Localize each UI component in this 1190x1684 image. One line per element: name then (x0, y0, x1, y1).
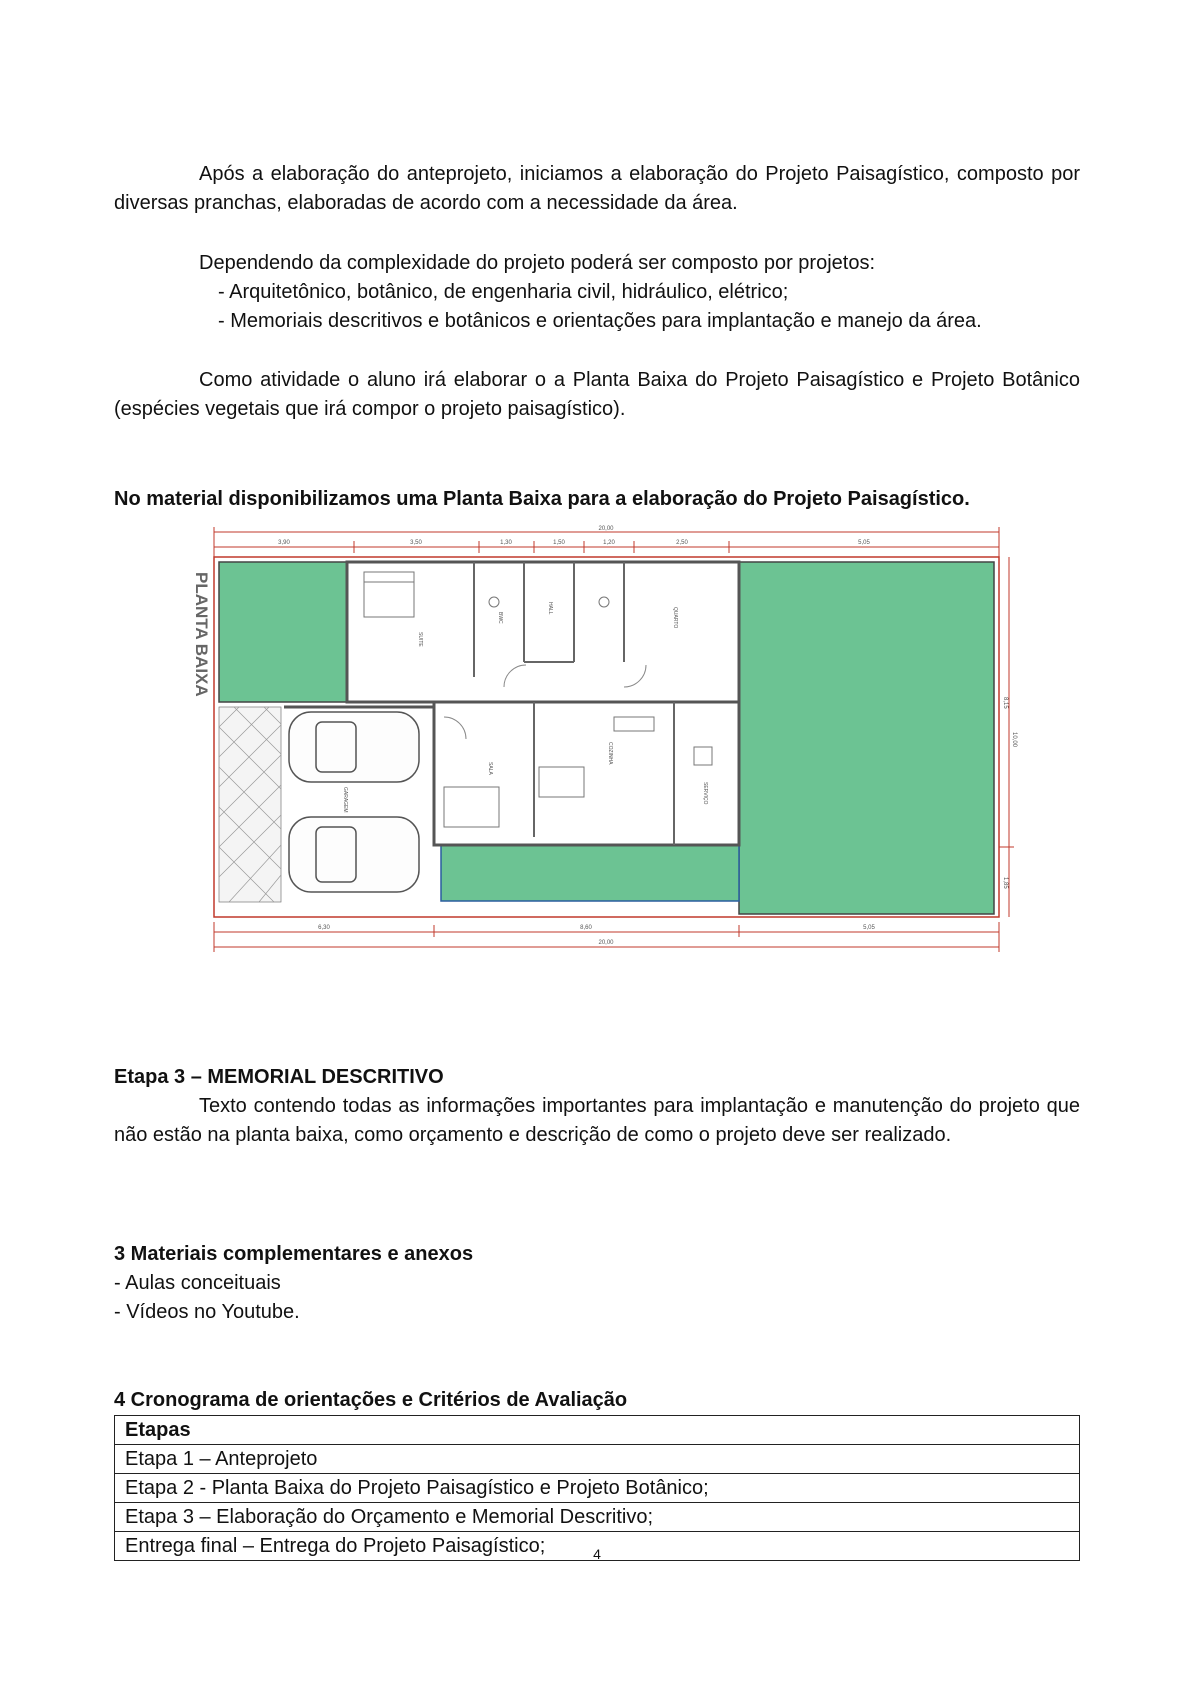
list-item: - Memoriais descritivos e botânicos e orientações para implantação e manejo da área. (218, 310, 982, 332)
room-label: BWC (497, 612, 503, 624)
project-types-list (218, 278, 1080, 336)
house-walls (284, 562, 739, 845)
garden-right (739, 562, 994, 914)
dim-bottom-total: 20,00 (598, 940, 614, 946)
dim-top-7: 5,05 (858, 540, 870, 546)
list-item: - Arquitetônico, botânico, de engenharia civil, hidráulico, elétrico; (218, 281, 789, 303)
list-item: - Aulas conceituais (114, 1272, 281, 1294)
dim-right-2: 1,85 (1002, 877, 1008, 889)
etapa3-heading: Etapa 3 – MEMORIAL DESCRITIVO (114, 1066, 444, 1088)
room-label: HALL (547, 602, 553, 615)
table-row (115, 1474, 1080, 1503)
table-cell: Etapa 1 – Anteprojeto (115, 1445, 1080, 1474)
floor-plan-title: PLANTA BAIXA (192, 572, 211, 697)
table-row (115, 1503, 1080, 1532)
complexity-paragraph: Dependendo da complexidade do projeto poderá ser composto por projetos: (199, 252, 875, 274)
dim-top-5: 1,20 (603, 540, 615, 546)
parked-cars (289, 712, 419, 892)
dim-top-1: 3,90 (278, 540, 290, 546)
material-note: No material disponibilizamos uma Planta Baixa para a elaboração do Projeto Paisagístico. (114, 488, 970, 510)
bottom-dimension-lines (214, 922, 999, 952)
dim-top-4: 1,50 (553, 540, 565, 546)
garden-top-left (219, 562, 347, 702)
dim-bottom-2: 8,60 (580, 925, 592, 931)
section3-heading: 3 Materiais complementares e anexos (114, 1243, 474, 1265)
page-number: 4 (593, 1546, 601, 1562)
room-label: COZINHA (607, 742, 613, 765)
table-row (115, 1445, 1080, 1474)
room-label: SUITE (417, 632, 423, 647)
dim-top-2: 3,50 (410, 540, 422, 546)
dim-bottom-1: 6,30 (318, 925, 330, 931)
materials-list (114, 1269, 300, 1327)
dim-right-1: 8,15 (1002, 697, 1008, 709)
table-cell: Entrega final – Entrega do Projeto Paisagístico; (115, 1532, 1080, 1561)
dim-right-total: 10,00 (1011, 732, 1017, 748)
table-header-row (115, 1416, 1080, 1445)
floor-plan-drawing (192, 526, 1017, 962)
furniture (364, 572, 712, 827)
table-cell: Etapa 2 - Planta Baixa do Projeto Paisagístico e Projeto Botânico; (115, 1474, 1080, 1503)
etapa3-description: Texto contendo todas as informações importantes para implantação e manutenção do projeto que não estão na planta baixa, como orçamento e descrição de como o projeto deve ser realizado. (114, 1095, 1080, 1146)
dim-top-6: 2,50 (676, 540, 688, 546)
table-cell: Etapa 3 – Elaboração do Orçamento e Memorial Descritivo; (115, 1503, 1080, 1532)
dim-top-total: 20,00 (598, 526, 614, 532)
paving-strip (219, 707, 281, 902)
room-label: GARAGEM (342, 787, 348, 813)
dim-bottom-3: 5,05 (863, 925, 875, 931)
garden-bottom (441, 845, 739, 901)
room-label: QUARTO (672, 607, 678, 629)
section4-heading: 4 Cronograma de orientações e Critérios de Avaliação (114, 1389, 628, 1411)
table-header-cell: Etapas (115, 1416, 1080, 1445)
room-label: SERVIÇO (702, 782, 708, 805)
activity-paragraph: Como atividade o aluno irá elaborar o a Planta Baixa do Projeto Paisagístico e Projeto Botânico (espécies vegetais que irá compor o projeto paisagístico). (114, 369, 1080, 420)
intro-paragraph: Após a elaboração do anteprojeto, iniciamos a elaboração do Projeto Paisagístico, composto por diversas pranchas, elaboradas de acordo com a necessidade da área. (114, 163, 1080, 214)
list-item: - Vídeos no Youtube. (114, 1301, 300, 1323)
room-label: SALA (487, 762, 493, 775)
dim-top-3: 1,30 (500, 540, 512, 546)
